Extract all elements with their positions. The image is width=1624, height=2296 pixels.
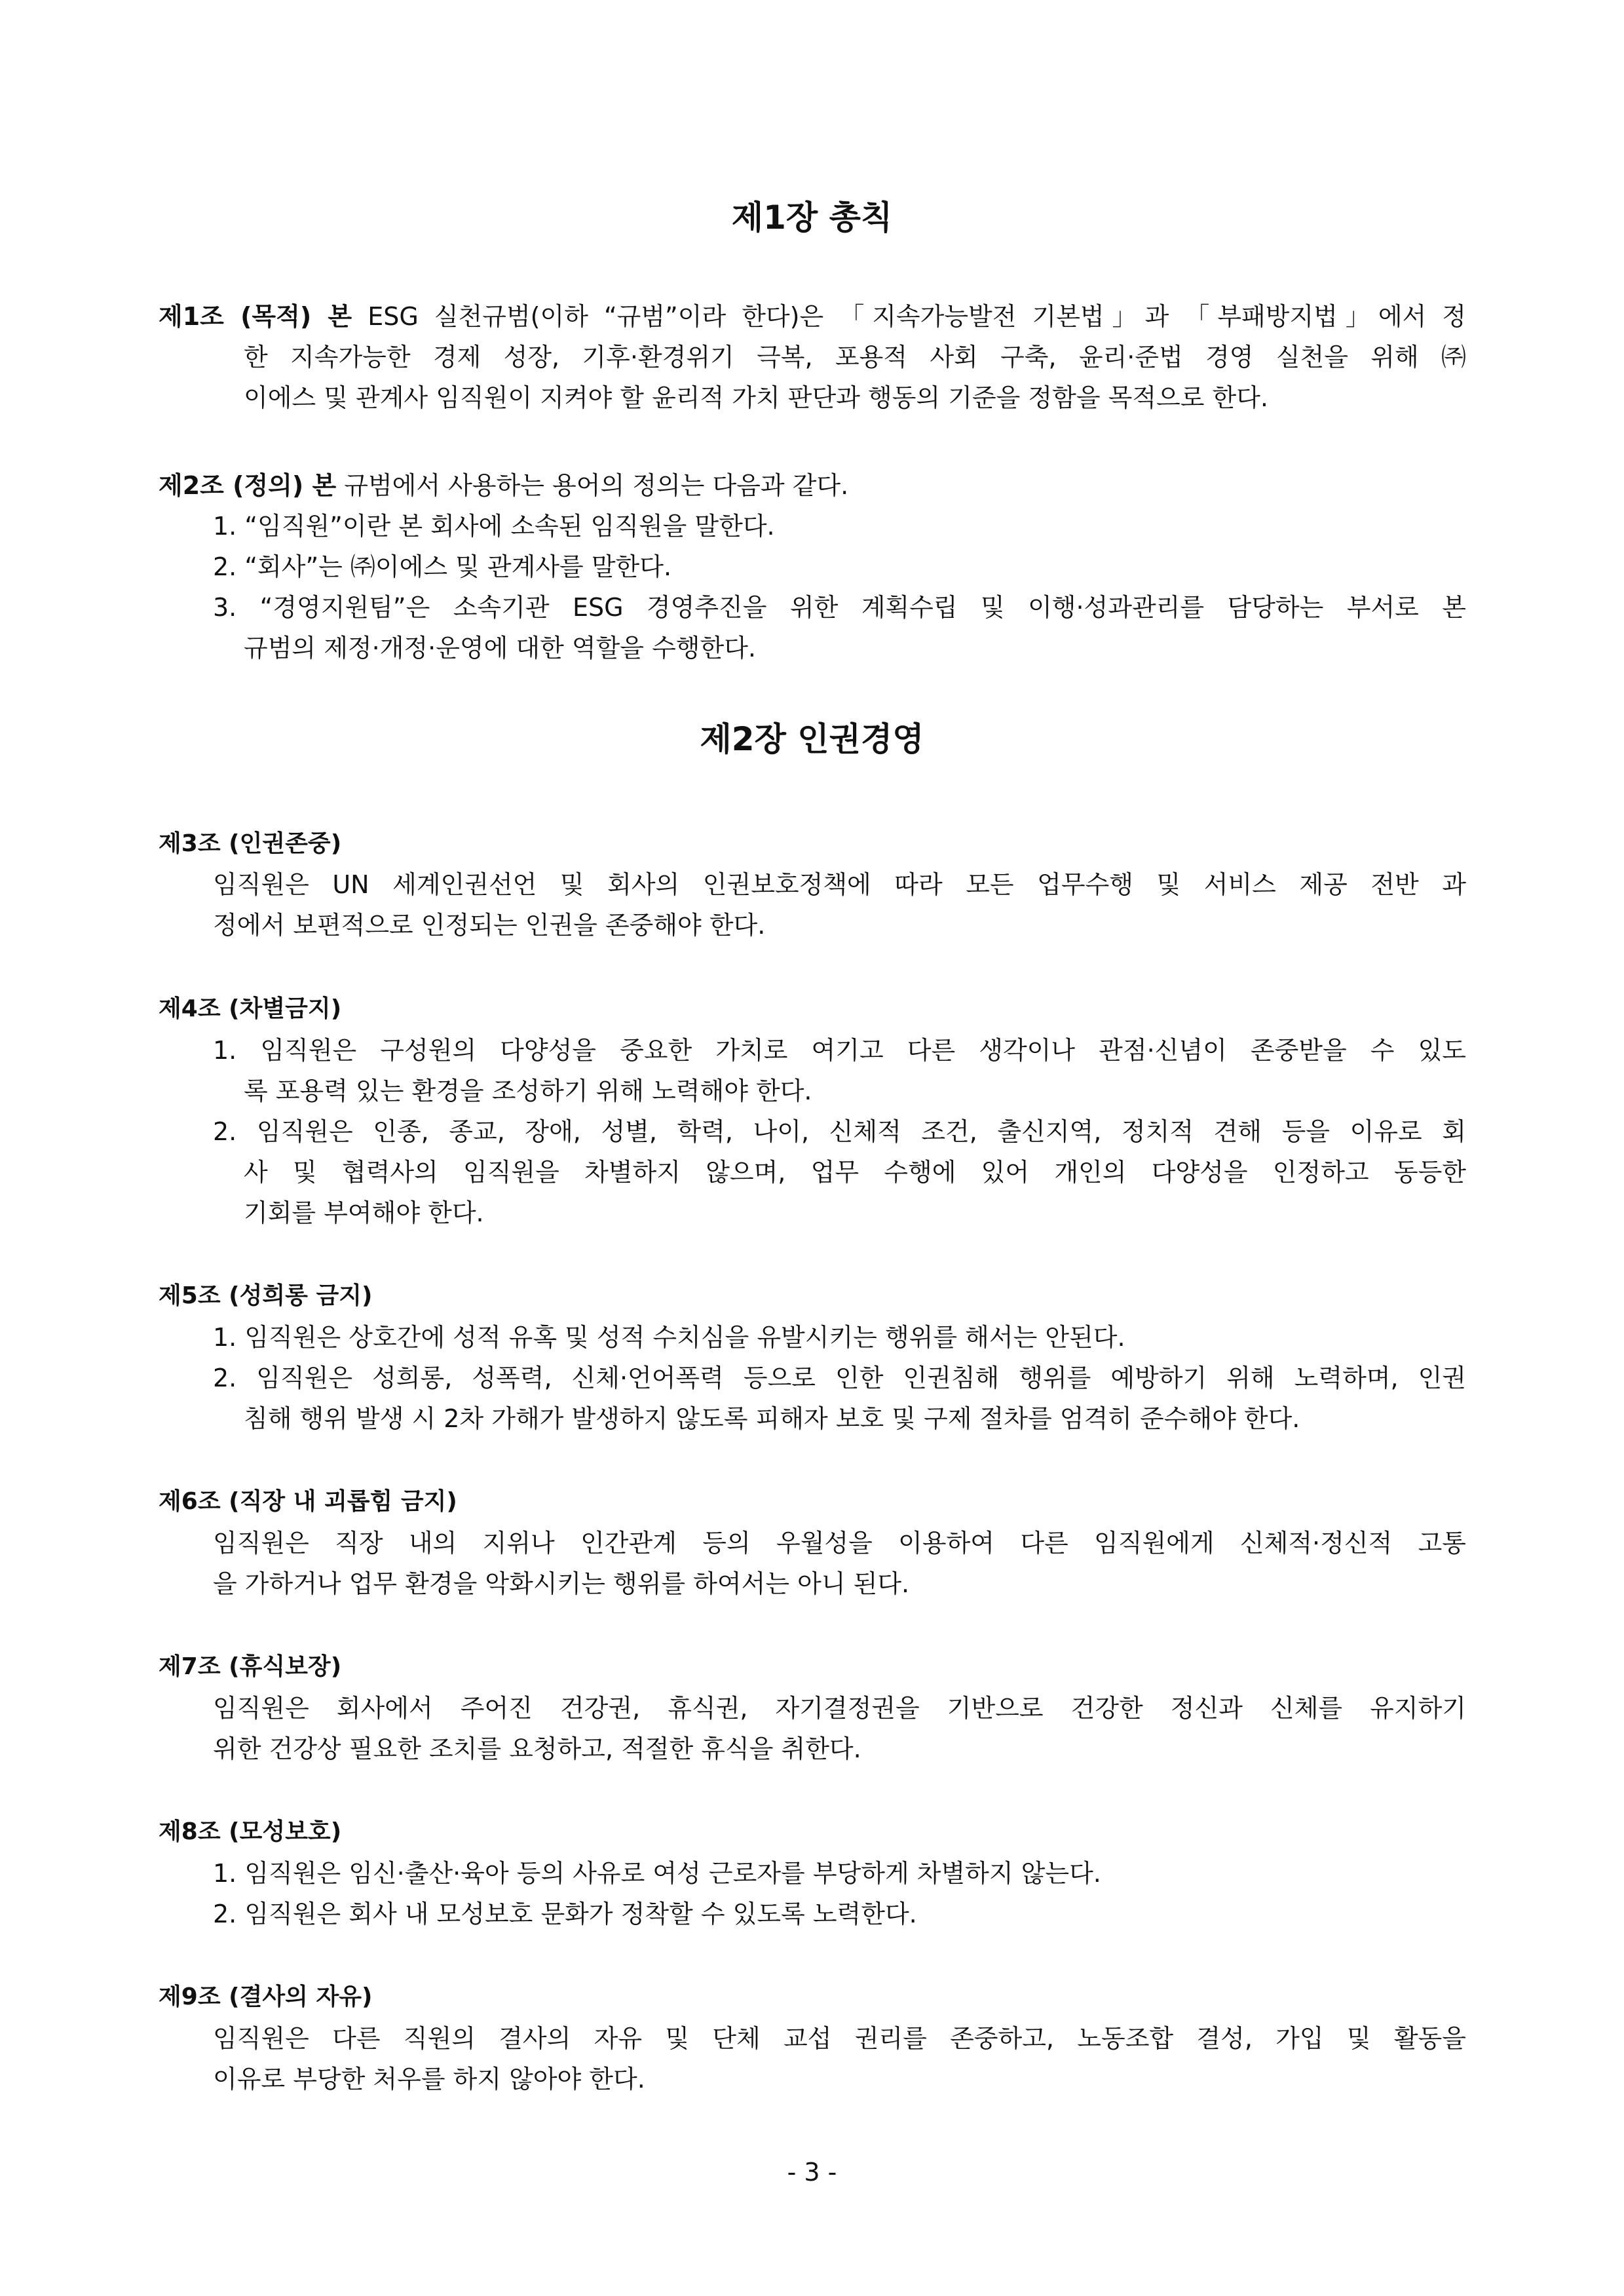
article-1-line-2: 한 지속가능한 경제 성장, 기후·환경위기 극복, 포용적 사회 구축, 윤리·준법 경영 실천을 위해 ㈜ — [244, 343, 1466, 372]
article-9-heading: 제9조 (결사의 자유) — [159, 1983, 373, 2010]
article-8-line-1: 1. 임직원은 임신·출산·육아 등의 사유로 여성 근로자를 부당하게 차별하지 않는다. — [213, 1859, 1101, 1888]
article-2-item-2: 2. “회사”는 ㈜이에스 및 관계사를 말한다. — [213, 552, 672, 581]
article-3-line-1: 임직원은 UN 세계인권선언 및 회사의 인권보호정책에 따라 모든 업무수행 및 서비스 제공 전반 과 — [213, 870, 1466, 899]
article-7-line-2: 위한 건강상 필요한 조치를 요청하고, 적절한 휴식을 취한다. — [213, 1734, 861, 1763]
article-1-line-1 — [159, 300, 1466, 333]
article-4-line-1: 1. 임직원은 구성원의 다양성을 중요한 가치로 여기고 다른 생각이나 관점·신념이 존중받을 수 있도 — [213, 1036, 1466, 1065]
article-2-heading: 제2조 (정의) 본 — [159, 471, 337, 500]
article-3-heading: 제3조 (인권존중) — [159, 830, 342, 857]
article-1-text-1: ESG 실천규범(이하 “규범”이라 한다)은 「지속가능발전 기본법」과 「부패방지법」에서 정 — [352, 302, 1466, 331]
article-6-line-1: 임직원은 직장 내의 지위나 인간관계 등의 우월성을 이용하여 다른 임직원에게 신체적·정신적 고통 — [213, 1529, 1466, 1558]
page-number: - 3 - — [787, 2158, 837, 2187]
article-7-line-1: 임직원은 회사에서 주어진 건강권, 휴식권, 자기결정권을 기반으로 건강한 정신과 신체를 유지하기 — [213, 1694, 1466, 1723]
article-8-line-2: 2. 임직원은 회사 내 모성보호 문화가 정착할 수 있도록 노력한다. — [213, 1900, 917, 1928]
article-4-line-4: 사 및 협력사의 임직원을 차별하지 않으며, 업무 수행에 있어 개인의 다양성을 인정하고 동등한 — [244, 1158, 1466, 1187]
article-2-item-3: 3. “경영지원팀”은 소속기관 ESG 경영추진을 위한 계획수립 및 이행·성과관리를 담당하는 부서로 본 — [213, 593, 1466, 622]
article-5-line-3: 침해 행위 발생 시 2차 가해가 발생하지 않도록 피해자 보호 및 구제 절차를 엄격히 준수해야 한다. — [244, 1404, 1300, 1433]
article-1-line-3: 이에스 및 관계사 임직원이 지켜야 할 윤리적 가치 판단과 행동의 기준을 정함을 목적으로 한다. — [244, 383, 1269, 412]
article-2-intro: 규범에서 사용하는 용어의 정의는 다음과 같다. — [336, 471, 849, 500]
article-6-heading: 제6조 (직장 내 괴롭힘 금지) — [159, 1488, 457, 1515]
article-2-item-3-cont: 규범의 제정·개정·운영에 대한 역할을 수행한다. — [244, 634, 757, 662]
article-8-heading: 제8조 (모성보호) — [159, 1818, 342, 1845]
article-5-heading: 제5조 (성희롱 금지) — [159, 1282, 373, 1309]
article-4-line-5: 기회를 부여해야 한다. — [244, 1198, 484, 1227]
article-2-line-1 — [159, 469, 848, 502]
article-6-line-2: 을 가하거나 업무 환경을 악화시키는 행위를 하여서는 아니 된다. — [213, 1569, 910, 1598]
article-9-line-2: 이유로 부당한 처우를 하지 않아야 한다. — [213, 2065, 645, 2094]
article-3-line-2: 정에서 보편적으로 인정되는 인권을 존중해야 한다. — [213, 911, 766, 940]
article-4-heading: 제4조 (차별금지) — [159, 995, 342, 1022]
article-7-heading: 제7조 (휴식보장) — [159, 1653, 342, 1680]
article-4-line-3: 2. 임직원은 인종, 종교, 장애, 성별, 학력, 나이, 신체적 조건, 출신지역, 정치적 견해 등을 이유로 회 — [213, 1117, 1466, 1146]
article-4-line-2: 록 포용력 있는 환경을 조성하기 위해 노력해야 한다. — [244, 1077, 812, 1105]
article-2-item-1: 1. “임직원”이란 본 회사에 소속된 임직원을 말한다. — [213, 512, 775, 541]
chapter-2-title: 제2장 인권경영 — [700, 720, 924, 758]
article-1-heading: 제1조 (목적) 본 — [159, 302, 352, 331]
article-5-line-2: 2. 임직원은 성희롱, 성폭력, 신체·언어폭력 등으로 인한 인권침해 행위를 예방하기 위해 노력하며, 인권 — [213, 1364, 1466, 1392]
chapter-1-title: 제1장 총칙 — [731, 199, 893, 237]
article-9-line-1: 임직원은 다른 직원의 결사의 자유 및 단체 교섭 권리를 존중하고, 노동조합 결성, 가입 및 활동을 — [213, 2024, 1466, 2053]
article-5-line-1: 1. 임직원은 상호간에 성적 유혹 및 성적 수치심을 유발시키는 행위를 해서는 안된다. — [213, 1323, 1125, 1352]
